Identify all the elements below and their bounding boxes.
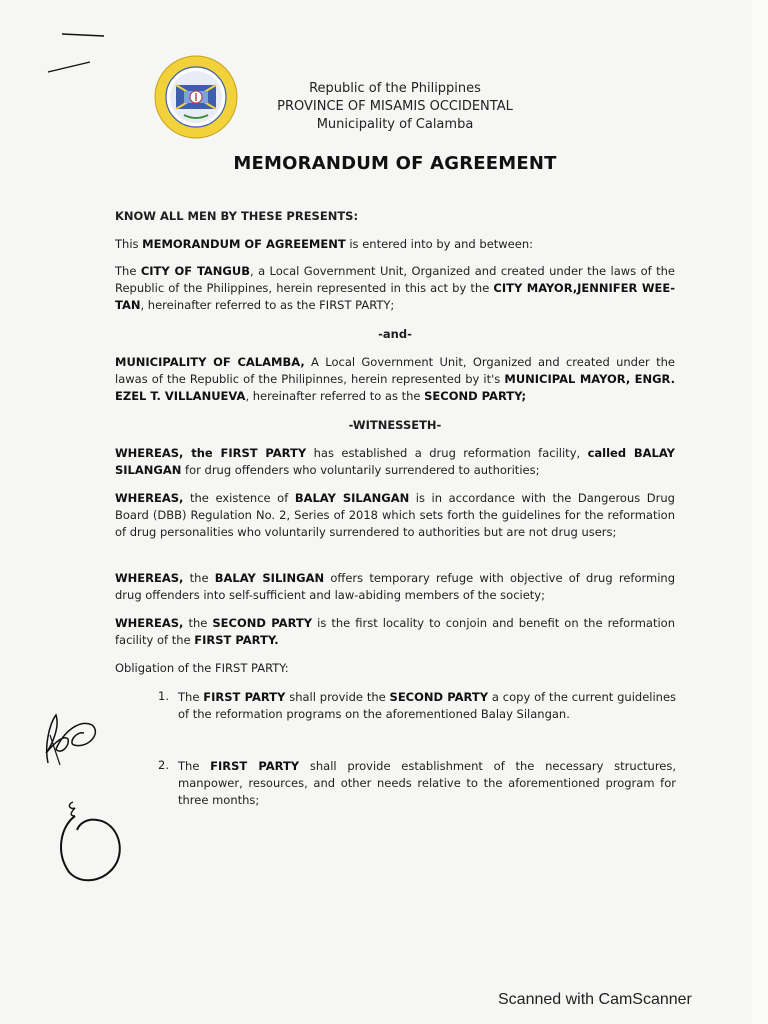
text-run: offers temporary refuge with objective of drug reforming drug offenders into self-sufficient and law-abiding members of the society;: [115, 571, 675, 602]
obligation-item-2: [178, 758, 676, 809]
text-run: has established a drug reformation facility,: [306, 446, 588, 460]
text-run: This: [115, 237, 143, 251]
list-number-1: 1.: [158, 689, 169, 703]
and-separator: -and-: [378, 327, 412, 341]
letterhead-country: Republic of the Philippines: [309, 81, 481, 96]
text-run-bold: MEMORANDUM OF AGREEMENT: [142, 237, 346, 251]
text-run-bold: WHEREAS,: [115, 491, 184, 505]
text-run: is entered into by and between:: [345, 237, 533, 251]
entered-paragraph: [115, 236, 675, 253]
text-run: shall provide the: [285, 690, 390, 704]
whereas-paragraph-4: [115, 615, 675, 649]
text-run-bold: WHEREAS, the FIRST PARTY: [115, 446, 307, 460]
text-run: The: [178, 690, 204, 704]
text-run-bold: BALAY SILANGAN: [294, 491, 410, 505]
text-run: a copy of the current guidelines of the reformation programs on the aforementioned Balay Silangan.: [178, 690, 677, 721]
text-run-bold: FIRST PARTY: [203, 690, 286, 704]
letterhead-municipality: Municipality of Calamba: [316, 117, 474, 132]
whereas-paragraph-2: [115, 490, 675, 541]
letterhead: [250, 80, 540, 134]
municipal-seal-icon: [154, 55, 238, 139]
whereas-paragraph-3: [115, 570, 675, 604]
letterhead-province: PROVINCE OF MISAMIS OCCIDENTAL: [277, 99, 513, 114]
text-run: for drug offenders who voluntarily surrendered to authorities;: [181, 463, 540, 477]
scanner-watermark: Scanned with CamScanner: [498, 991, 692, 1008]
text-run: The: [115, 264, 141, 278]
text-run-bold: MUNICIPAL MAYOR, ENGR. EZEL T. VILLANUEVA: [115, 372, 675, 403]
intro-heading: KNOW ALL MEN BY THESE PRESENTS:: [115, 209, 359, 223]
text-run-bold: FIRST PARTY.: [194, 633, 279, 647]
text-run: A Local Government Unit, Organized and created under the lawas of the Republic of the Philipinnes, herein represented by it's: [115, 355, 675, 386]
text-run-bold: MUNICIPALITY OF CALAMBA,: [115, 355, 305, 369]
witnesseth-heading: -WITNESSETH-: [348, 418, 442, 432]
document-title: MEMORANDUM OF AGREEMENT: [233, 153, 557, 174]
text-run-bold: CITY MAYOR,JENNIFER WEE-TAN: [115, 281, 676, 312]
text-run-bold: FIRST PARTY: [210, 759, 300, 773]
scan-edge-shadow: [752, 0, 768, 1024]
text-run: the existence of: [183, 491, 295, 505]
handwritten-initials-signature: [30, 705, 110, 775]
text-run: the: [183, 571, 215, 585]
text-run: , a Local Government Unit, Organized and created under the laws of the Republic of the Philippines, herein represented in this act by the: [115, 264, 675, 295]
first-party-paragraph: [115, 263, 675, 314]
text-run-bold: WHEREAS,: [115, 616, 184, 630]
text-run-bold: CITY OF TANGUB: [140, 264, 250, 278]
obligation-heading: Obligation of the FIRST PARTY:: [115, 661, 289, 675]
text-run-bold: SECOND PARTY;: [424, 389, 527, 403]
obligation-item-1: [178, 689, 676, 723]
second-party-paragraph: [115, 354, 675, 405]
text-run: is in accordance with the Dangerous Drug Board (DBB) Regulation No. 2, Series of 2018 which sets forth the guidelines for the reformation of drug personalities who voluntarily surrendered to authorities but are not drug users;: [115, 491, 675, 539]
text-run-bold: WHEREAS,: [115, 571, 184, 585]
whereas-paragraph-1: [115, 445, 675, 479]
text-run-bold: BALAY SILINGAN: [214, 571, 325, 585]
text-run: , hereinafter referred to as the: [245, 389, 425, 403]
text-run-bold: called BALAY SILANGAN: [115, 446, 675, 477]
handwritten-circle-mark: [45, 790, 135, 890]
text-run: , hereinafter referred to as the FIRST PARTY;: [140, 298, 395, 312]
text-run: The: [178, 759, 211, 773]
text-run: shall provide establishment of the necessary structures, manpower, resources, and other needs relative to the aforementioned program for three months;: [178, 759, 677, 807]
text-run-bold: SECOND PARTY: [389, 690, 489, 704]
list-number-2: 2.: [158, 758, 169, 772]
text-run-bold: SECOND PARTY: [212, 616, 313, 630]
text-run: is the first locality to conjoin and benefit on the reformation facility of the: [115, 616, 676, 647]
margin-pen-strokes: [40, 20, 120, 80]
text-run: the: [183, 616, 213, 630]
